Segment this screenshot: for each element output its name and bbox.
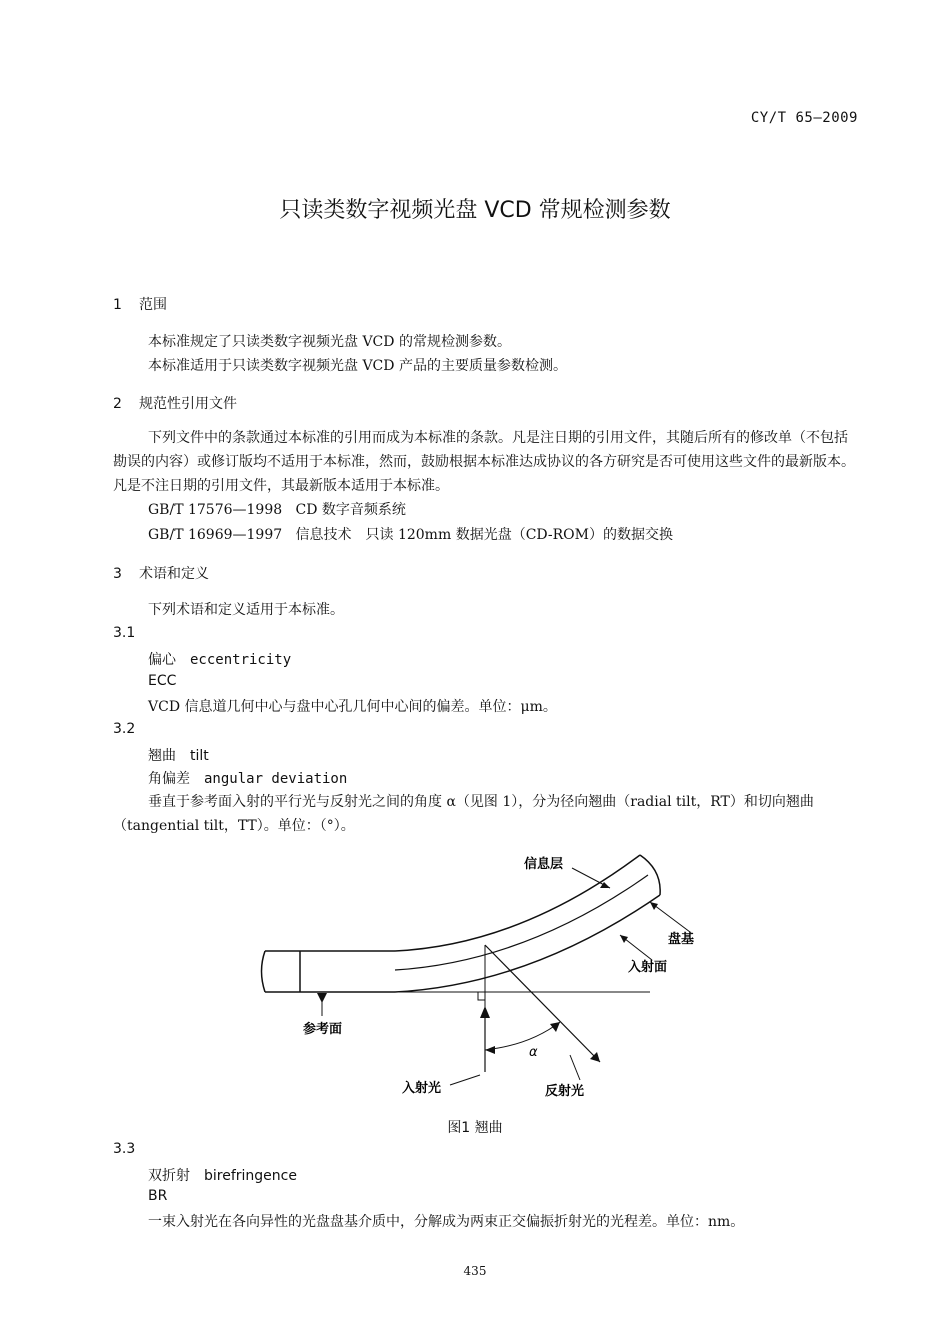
section-number: 3 [113, 566, 122, 582]
reference-code: GB/T 17576—1998 [148, 502, 283, 518]
arrowhead-alpha-start [485, 1046, 495, 1054]
section-title: 规范性引用文件 [139, 396, 237, 412]
term-en: birefringence [204, 1168, 297, 1184]
disc-top-curve [395, 855, 640, 951]
term-definition: 一束入射光在各向异性的光盘盘基介质中，分解成为两束正交偏振折射光的光程差。单位：nm。 [148, 1214, 745, 1230]
figure-1-tilt-diagram [0, 840, 950, 1140]
reference-title: CD 数字音频系统 [295, 502, 406, 518]
term-id: 3.1 [113, 625, 136, 641]
section-title: 范围 [139, 297, 167, 313]
section-2-para-text: 下列文件中的条款通过本标准的引用而成为本标准的条款。凡是注日期的引用文件，其随后所有的修改单（不包括勘误的内容）或修订版均不适用于本标准，然而，鼓励根据本标准达成协议的各方研究是否可使用这些文件的最新版本。凡是不注日期的引用文件，其最新版本适用于本标准。 [113, 430, 855, 494]
standard-code: CY/T 65—2009 [750, 110, 858, 126]
arrowhead-alpha-end [550, 1022, 560, 1032]
section-number: 1 [113, 297, 122, 313]
section-1-para-2: 本标准适用于只读类数字视频光盘 VCD 产品的主要质量参数检测。 [148, 358, 567, 374]
section-number: 2 [113, 396, 122, 412]
label-reference-plane: 参考面 [303, 1022, 343, 1037]
reference-title: 信息技术 只读 120mm 数据光盘（CD-ROM）的数据交换 [295, 527, 673, 543]
reference-item [148, 524, 673, 544]
page-number: 435 [463, 1264, 487, 1278]
term-name [148, 1165, 297, 1185]
arrowhead-reference-plane [317, 993, 327, 1003]
term-alt-en: angular deviation [204, 771, 348, 787]
term-abbr: ECC [148, 673, 177, 689]
term-en: tilt [190, 748, 209, 764]
arrowhead-incident-surface [620, 935, 628, 943]
label-alpha: α [529, 1045, 538, 1060]
term-zh: 翘曲 [148, 748, 176, 764]
section-1-heading [113, 294, 167, 314]
disc-break-right [640, 855, 660, 895]
term-id: 3.2 [113, 721, 136, 737]
term-name [148, 649, 291, 669]
section-3-intro: 下列术语和定义适用于本标准。 [148, 602, 344, 618]
label-incident-light: 入射光 [402, 1081, 442, 1096]
leader-incident-light [450, 1075, 480, 1085]
right-angle-mark [478, 992, 485, 1000]
reference-code: GB/T 16969—1997 [148, 527, 283, 543]
label-incident-surface: 入射面 [628, 960, 668, 975]
term-zh: 偏心 [148, 652, 176, 668]
term-definition-text: 垂直于参考面入射的平行光与反射光之间的角度 α（见图 1），分为径向翘曲（radial tilt，RT）和切向翘曲（tangential tilt，TT）。单位：（°）。 [113, 794, 814, 834]
arrowhead-incident-light [480, 1006, 490, 1018]
term-name [148, 745, 209, 765]
term-en: eccentricity [190, 652, 292, 668]
term-alt-name [148, 768, 347, 788]
term-definition [113, 790, 858, 838]
label-substrate: 盘基 [668, 932, 695, 947]
section-2-heading [113, 393, 237, 413]
arrowhead-substrate [650, 902, 658, 910]
label-info-layer: 信息层 [524, 857, 564, 872]
section-1-para-1: 本标准规定了只读类数字视频光盘 VCD 的常规检测参数。 [148, 334, 511, 350]
leader-reflected-light [570, 1055, 580, 1080]
figure-caption: 图1 翘曲 [447, 1120, 503, 1136]
section-2-para [113, 426, 858, 498]
section-title: 术语和定义 [139, 566, 209, 582]
arrowhead-info-layer [600, 882, 610, 888]
term-zh: 双折射 [148, 1168, 190, 1184]
disc-break-left [262, 951, 266, 992]
term-alt-zh: 角偏差 [148, 771, 190, 787]
term-abbr: BR [148, 1188, 168, 1204]
reflected-light-line [485, 945, 600, 1062]
section-3-heading [113, 563, 209, 583]
alpha-arc [485, 1022, 560, 1050]
term-id: 3.3 [113, 1141, 136, 1157]
term-definition: VCD 信息道几何中心与盘中心孔几何中心间的偏差。单位：μm。 [148, 699, 557, 715]
document-title: 只读类数字视频光盘 VCD 常规检测参数 [279, 198, 671, 223]
label-reflected-light: 反射光 [545, 1084, 585, 1099]
reference-item [148, 499, 406, 519]
disc-bottom-curve [395, 895, 660, 992]
